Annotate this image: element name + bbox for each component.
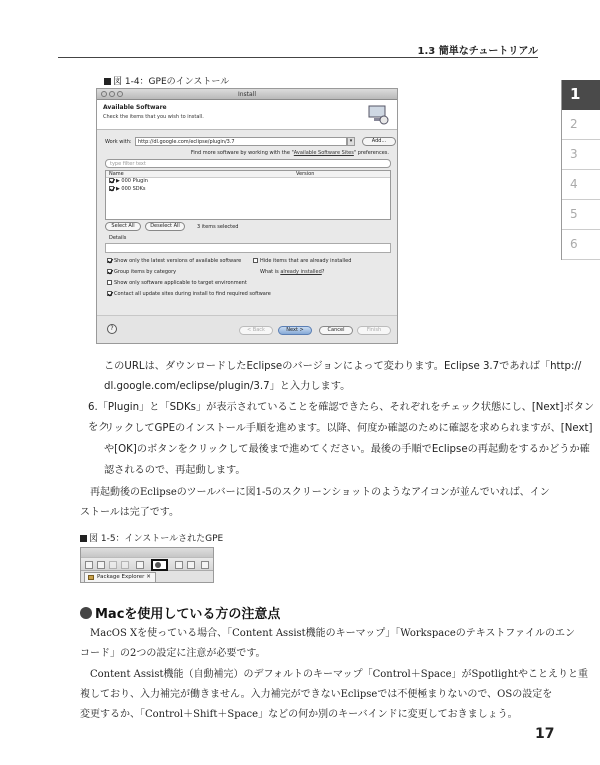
mac-para-1-line-1: MacOS Xを使っている場合、「Content Assist機能のキーマップ」「Workspaceのテキストファイルのエン [90, 628, 576, 639]
software-tree [105, 170, 391, 220]
finish-button[interactable]: Finish [357, 326, 391, 335]
tree-row-plugin[interactable] [106, 178, 390, 186]
dialog-header [97, 100, 397, 130]
next-button[interactable]: Next > [278, 326, 312, 335]
caption-square-icon [104, 78, 111, 85]
open-type-icon[interactable] [187, 561, 195, 569]
checkbox-hide-installed[interactable] [253, 258, 258, 263]
option-target-label: Show only software applicable to target environment [114, 280, 247, 286]
deselect-all-button[interactable]: Deselect All [145, 222, 185, 231]
option-group[interactable] [107, 269, 176, 275]
tree-header [106, 171, 390, 178]
bullet-icon [80, 607, 92, 619]
chevron-down-icon[interactable]: ▾ [347, 137, 355, 146]
step-6-line-1: 6.「Plugin」と「SDKs」が表示されていることを確認できたら、それぞれをチェック状態にし、[Next]ボタンをク [88, 402, 595, 433]
mac-para-2-line-3: 変更するか、「Control＋Shift＋Space」などの何か別のキーバインドに変更しておきましょう。 [80, 709, 518, 720]
more-software-prefix: Find more software by working with the " [190, 150, 294, 156]
running-title: 1.3 簡単なチュートリアル [417, 46, 538, 57]
restart-line-2: ストールは完了です。 [80, 507, 179, 518]
checkbox-sdks[interactable] [109, 186, 114, 191]
para-url-line-1: このURLは、ダウンロードしたEclipseのバージョンによって変わります。Eclipse 3.7であれば「http:// [104, 361, 582, 372]
what-is-suffix: ? [321, 269, 325, 275]
what-is-prefix: What is [260, 269, 281, 275]
view-tabs [81, 571, 213, 583]
chapter-tab-5[interactable]: 5 [562, 200, 600, 230]
option-group-label: Group items by category [114, 269, 177, 275]
checkbox-target[interactable] [107, 280, 112, 285]
package-explorer-label: Package Explorer ✕ [97, 574, 151, 580]
work-with-input[interactable]: http://dl.google.com/eclipse/plugin/3.7 [135, 137, 347, 146]
select-all-button[interactable]: Select All [105, 222, 141, 231]
option-target[interactable] [107, 280, 247, 286]
header-title: Available Software [103, 104, 167, 111]
option-contact[interactable] [107, 291, 271, 297]
work-with-label: Work with: [105, 139, 132, 145]
deploy-icon[interactable] [175, 561, 183, 569]
eclipse-toolbar-screenshot [80, 547, 214, 583]
chapter-tab-2[interactable]: 2 [562, 110, 600, 140]
mac-para-2-line-1: Content Assist機能（自動補完）のデフォルトのキーマップ「Control＋Space」がSpotlightやことえりと重 [90, 669, 589, 680]
google-icon[interactable] [136, 561, 144, 569]
section-heading [80, 603, 280, 622]
filter-input[interactable]: type filter text [105, 159, 391, 168]
option-latest[interactable] [107, 258, 241, 264]
checkbox-group[interactable] [107, 269, 112, 274]
col-version: Version [296, 171, 315, 177]
selection-row [105, 222, 391, 231]
figure-1-4-caption-text: 図 1-4：GPEのインストール [113, 77, 230, 87]
header-description: Check the items that you wish to install. [103, 114, 204, 120]
figure-1-4-caption [104, 74, 229, 87]
more-software-suffix: " preferences. [353, 150, 389, 156]
mac-para-2-line-2: 複しており、入力補完が働きません。入力補完ができないEclipseでは不便極まりないので、OSの設定を [80, 689, 553, 700]
running-head [58, 41, 538, 58]
dialog-title: Install [237, 91, 257, 98]
checkbox-latest[interactable] [107, 258, 112, 263]
install-banner-icon [367, 103, 389, 125]
new-file-icon[interactable] [85, 561, 93, 569]
mac-para-1-line-2: コード」の2つの設定に注意が必要です。 [80, 648, 266, 659]
back-button[interactable]: < Back [239, 326, 273, 335]
option-contact-label: Contact all update sites during install to find required software [114, 291, 271, 297]
selected-count: 3 items selected [197, 224, 239, 230]
chapter-tab-6[interactable]: 6 [562, 230, 600, 260]
available-software-sites-link[interactable]: Available Software Sites [293, 150, 354, 156]
chapter-tabs [561, 80, 600, 260]
what-is-installed [260, 269, 324, 275]
chapter-tab-1[interactable]: 1 [562, 80, 600, 110]
tree-row-plugin-label: ▶ 000 Plugin [116, 178, 148, 184]
work-with-row [105, 137, 395, 147]
package-explorer-tab[interactable] [84, 572, 156, 582]
checkbox-contact[interactable] [107, 291, 112, 296]
print-icon[interactable] [121, 561, 129, 569]
option-hide-installed-label: Hide items that are already installed [260, 258, 352, 264]
caption-square-icon [80, 535, 87, 542]
save-icon[interactable] [97, 561, 105, 569]
checkbox-plugin[interactable] [109, 178, 114, 183]
option-latest-label: Show only the latest versions of available software [114, 258, 242, 264]
dialog-footer [97, 315, 397, 344]
restart-line-1: 再起動後のEclipseのツールバーに図1-5のスクリーンショットのようなアイコンが並んでいれば、イン [90, 487, 550, 498]
details-box [105, 243, 391, 253]
toolbar-titlebar [81, 548, 213, 557]
tree-row-sdks[interactable] [106, 186, 390, 194]
toolbar-tools [81, 557, 213, 571]
figure-1-5-caption [80, 531, 223, 544]
para-url-line-2: dl.google.com/eclipse/plugin/3.7」と入力します。 [104, 381, 351, 392]
details-label: Details [109, 235, 127, 241]
help-icon[interactable]: ? [107, 324, 117, 334]
section-title: Macを使用している方の注意点 [95, 607, 281, 622]
already-installed-link[interactable]: already installed [280, 269, 322, 275]
step-6-line-2: リックしてGPEのインストール手順を進めます。以降、何度か確認のために確認を求められますが、[Next] [104, 423, 593, 434]
page-number: 17 [535, 726, 555, 742]
perspective-icon[interactable] [201, 561, 209, 569]
add-site-button[interactable]: Add... [362, 137, 396, 146]
gpe-icon[interactable] [151, 559, 168, 571]
save-all-icon[interactable] [109, 561, 117, 569]
more-software-line [191, 150, 389, 156]
step-6-line-3: や[OK]のボタンをクリックして最後まで進めてください。最後の手順でEclipseの再起動をするかどうか確 [104, 444, 590, 455]
chapter-tab-4[interactable]: 4 [562, 170, 600, 200]
install-dialog [96, 88, 398, 344]
tree-row-sdks-label: ▶ 000 SDKs [116, 186, 146, 192]
col-name: Name [109, 171, 124, 177]
package-icon [88, 575, 94, 580]
option-hide-installed[interactable] [253, 258, 351, 264]
cancel-button[interactable]: Cancel [319, 326, 353, 335]
chapter-tab-3[interactable]: 3 [562, 140, 600, 170]
dialog-titlebar [97, 89, 397, 100]
figure-1-5-caption-text: 図 1-5：インストールされたGPE [89, 534, 224, 544]
step-6-line-4: 認されるので、再起動します。 [104, 465, 246, 476]
